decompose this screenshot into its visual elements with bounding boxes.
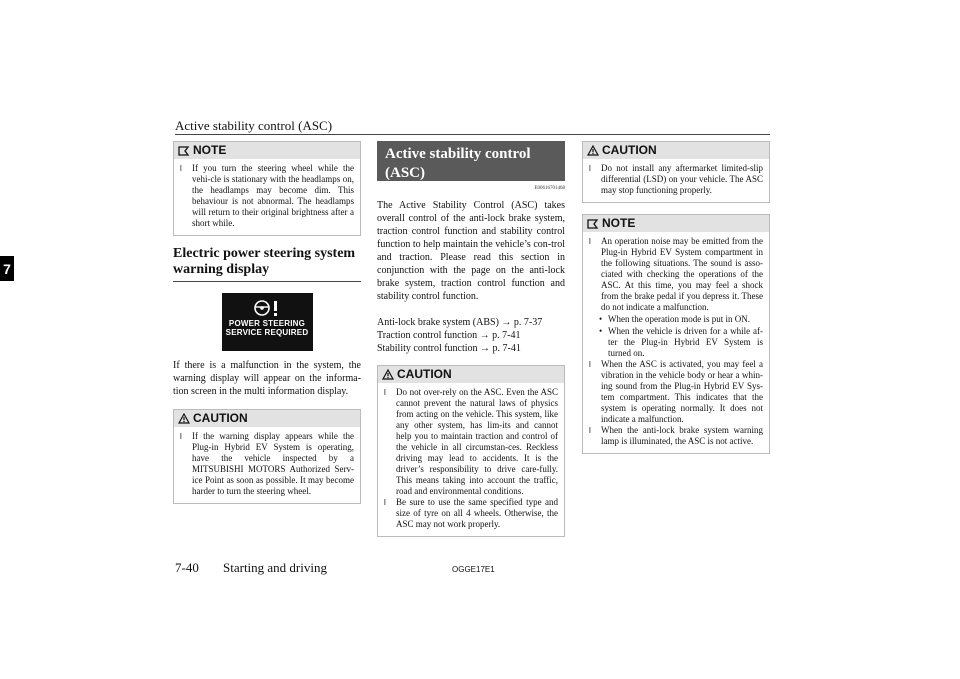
column-1 — [173, 141, 361, 504]
warning-triangle-icon — [382, 369, 394, 380]
power-steering-warning-display: POWER STEERING SERVICE REQUIRED — [222, 293, 313, 351]
section-name: Starting and driving — [223, 560, 327, 575]
running-header: Active stability control (ASC) — [175, 118, 333, 133]
note-icon — [178, 146, 190, 156]
warning-triangle-icon — [587, 145, 599, 156]
list-item: l Do not over-rely on the ASC. Even the ASC cannot prevent the natural laws of physics from acting on the vehicle. This system, like any other system, has lim-its and cannot help you to maintain traction and control of the vehicle in all circumstan-ces. Reckless driving may lead to accidents. It is the driver’s responsibility to drive care-fully. This means taking into account the traffic, road and environmental conditions. — [384, 387, 558, 496]
note-box — [582, 214, 770, 454]
steering-warning-icon — [252, 299, 282, 317]
page-number: 7-40 — [175, 560, 199, 575]
note-label: NOTE — [193, 143, 227, 157]
bullet-icon: l — [589, 164, 591, 173]
reference-code: E00616701468 — [534, 186, 565, 191]
reference-link[interactable]: Anti-lock brake system (ABS) → p. 7-37 — [377, 317, 543, 328]
sub-bullet-icon: • — [599, 326, 603, 336]
note-box — [173, 141, 361, 236]
caution-box — [173, 409, 361, 504]
bullet-icon: l — [384, 388, 386, 397]
sub-list-item: • When the operation mode is put in ON. — [599, 314, 750, 324]
reference-list — [377, 316, 565, 355]
sub-bullet-icon: • — [599, 314, 603, 324]
bullet-icon: l — [180, 432, 182, 441]
sub-list-item: • When the vehicle is driven for a while af-ter the Plug-in Hybrid EV System is turned on. — [599, 326, 763, 358]
chapter-tab: 7 — [0, 256, 14, 281]
bullet-icon: l — [589, 237, 591, 246]
section-banner: Active stability control (ASC) — [377, 141, 565, 181]
warning-triangle-icon — [178, 413, 190, 424]
list-item: l Be sure to use the same specified type and size of tyre on all 4 wheels. Otherwise, the ASC may not work properly. — [384, 497, 558, 529]
list-item: l If you turn the steering wheel while the vehi-cle is stationary with the headlamps on, the headlamps may become dim. This behaviour is not abnormal. The headlamps will return to their original brightness after a short while. — [180, 163, 354, 228]
caution-box — [582, 141, 770, 203]
section-rule — [173, 281, 361, 282]
column-3 — [582, 141, 770, 454]
reference-link[interactable]: Stability control function → p. 7-41 — [377, 343, 521, 354]
column-2 — [377, 141, 565, 537]
bullet-icon: l — [589, 360, 591, 369]
bullet-icon: l — [589, 426, 591, 435]
paragraph: If there is a malfunction in the system, the warning display will appear on the informa-tion screen in the multi information display. — [173, 360, 361, 397]
document-code: OGGE17E1 — [452, 565, 495, 574]
list-item: l An operation noise may be emitted from the Plug-in Hybrid EV System compartment in the following situations. The sound is asso-ciated with checking the operations of the ASC. At this time, you may feel a shock from the brake pedal if you depress it. These do not indicate a malfunction. — [589, 236, 763, 312]
paragraph: The Active Stability Control (ASC) takes overall control of the anti-lock brake system, traction control function and stability control function to help maintain the vehicle’s con-trol and traction. Please read this section in conjunction with the page on the anti-lock brake system, traction control function and stability control function. — [377, 200, 565, 302]
bullet-icon: l — [384, 498, 386, 507]
note-header — [174, 142, 360, 159]
note-header — [583, 215, 769, 232]
list-item: l When the ASC is activated, you may feel a vibration in the vehicle body or hear a whin-ing sound from the Plug-in Hybrid EV Sys-tem compartment. This indicates that the system is operating normally. It does not indicate a malfunction. — [589, 359, 763, 424]
caution-label: CAUTION — [602, 143, 657, 157]
list-item: l If the warning display appears while the Plug-in Hybrid EV System is operating, have the vehicle inspected by a MITSUBISHI MOTORS Authorized Serv-ice Point as soon as possible. It may become harder to turn the steering wheel. — [180, 431, 354, 496]
note-icon — [587, 219, 599, 229]
header-rule — [175, 134, 770, 135]
caution-header — [174, 410, 360, 427]
section-heading — [173, 246, 361, 282]
bullet-icon: l — [180, 164, 182, 173]
note-label: NOTE — [602, 216, 636, 230]
caution-header — [583, 142, 769, 159]
caution-label: CAUTION — [193, 411, 248, 425]
caution-label: CAUTION — [397, 367, 452, 381]
list-item: l Do not install any aftermarket limited-slip differential (LSD) on your vehicle. The ASC may stop functioning properly. — [589, 163, 763, 195]
section-title: Electric power steering system warning display — [173, 246, 356, 277]
list-item: l When the anti-lock brake system warning lamp is illuminated, the ASC is not active. — [589, 425, 763, 446]
reference-link[interactable]: Traction control function → p. 7-41 — [377, 330, 521, 341]
caution-header — [378, 366, 564, 383]
caution-box — [377, 365, 565, 537]
